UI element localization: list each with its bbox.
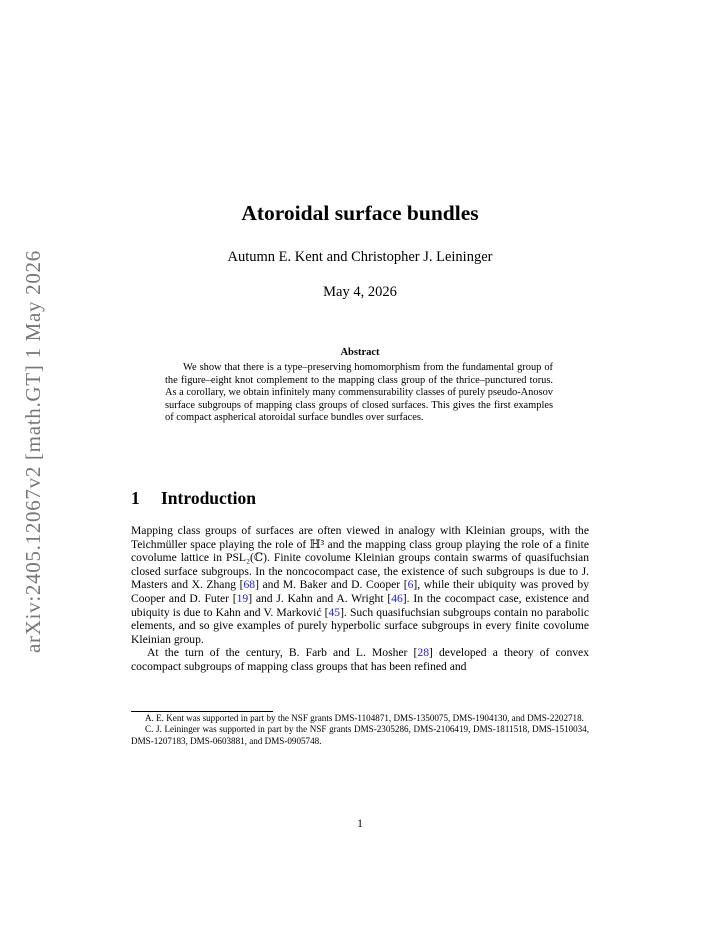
section-heading: [131, 487, 591, 509]
paper-date: May 4, 2026: [323, 284, 397, 300]
math-h3: ℍ³: [309, 537, 325, 551]
citation-link[interactable]: 19: [236, 591, 249, 605]
introduction-body: [131, 524, 589, 674]
citation-link[interactable]: 68: [243, 578, 256, 592]
paper-title: Atoroidal surface bundles: [241, 201, 479, 225]
footnote-rule: [131, 711, 273, 712]
abstract-text: We show that there is a type–preserving homomorphism from the fundamental group of the figure–eight knot complement to the mapping class group of the thrice–punctured torus. As a corollary, we obtain infinitely many commensurability classes of purely pseudo-Anosov surface subgroups of mapping class groups of closed surfaces. This gives the first examples of compact aspherical atoroidal surface bundles over surfaces.: [165, 362, 553, 424]
intro-paragraph: At the turn of the century, B. Farb and L. Mosher [28] developed a theory of convex cocompact subgroups of mapping class groups that has been refined and: [131, 646, 589, 673]
intro-paragraph: Mapping class groups of surfaces are often viewed in analogy with Kleinian groups, with the Teichmüller space playing the role of ℍ³ and the mapping class group playing the role of a finite covolume lattice in PSL₂(ℂ). Finite covolume Kleinian groups contain swarms of quasifuchsian closed surface subgroups. In the noncocompact case, the existence of such subgroups is due to J. Masters and X. Zhang [68] and M. Baker and D. Cooper [6], while their ubiquity was proved by Cooper and D. Futer [19] and J. Kahn and A. Wright [46]. In the cocompact case, existence and ubiquity is due to Kahn and V. Marković [45]. Such quasifuchsian subgroups contain no parabolic elements, and so give examples of purely hyperbolic surface subgroups in every finite covolume Kleinian group.: [131, 524, 590, 646]
arxiv-identifier: arXiv:2405.12067v2 [math.GT] 1 May 2026: [20, 249, 45, 653]
page-number: 1: [357, 817, 363, 830]
citation-link[interactable]: 28: [417, 646, 429, 660]
arxiv-sidebar-stamp: [16, 248, 50, 654]
footnote-leininger: C. J. Leininger was supported in part by the NSF grants DMS-2305286, DMS-2106419, DMS-1811518, DMS-1510034, DMS-1207183, DMS-0603881, and DMS-0905748.: [131, 724, 589, 746]
section-title: Introduction: [161, 488, 256, 508]
footnote: [131, 713, 589, 747]
citation-link[interactable]: 6: [407, 578, 414, 592]
paper-authors: Autumn E. Kent and Christopher J. Leininger: [227, 249, 493, 265]
section-number: 1: [131, 488, 140, 508]
math-psl2c: PSL₂(ℂ): [226, 551, 267, 565]
abstract-heading: Abstract: [340, 347, 380, 358]
citation-link[interactable]: 46: [391, 591, 403, 605]
footnote-kent: A. E. Kent was supported in part by the NSF grants DMS-1104871, DMS-1350075, DMS-1904130, and DMS-2202718.: [145, 713, 584, 723]
citation-link[interactable]: 45: [328, 605, 341, 619]
